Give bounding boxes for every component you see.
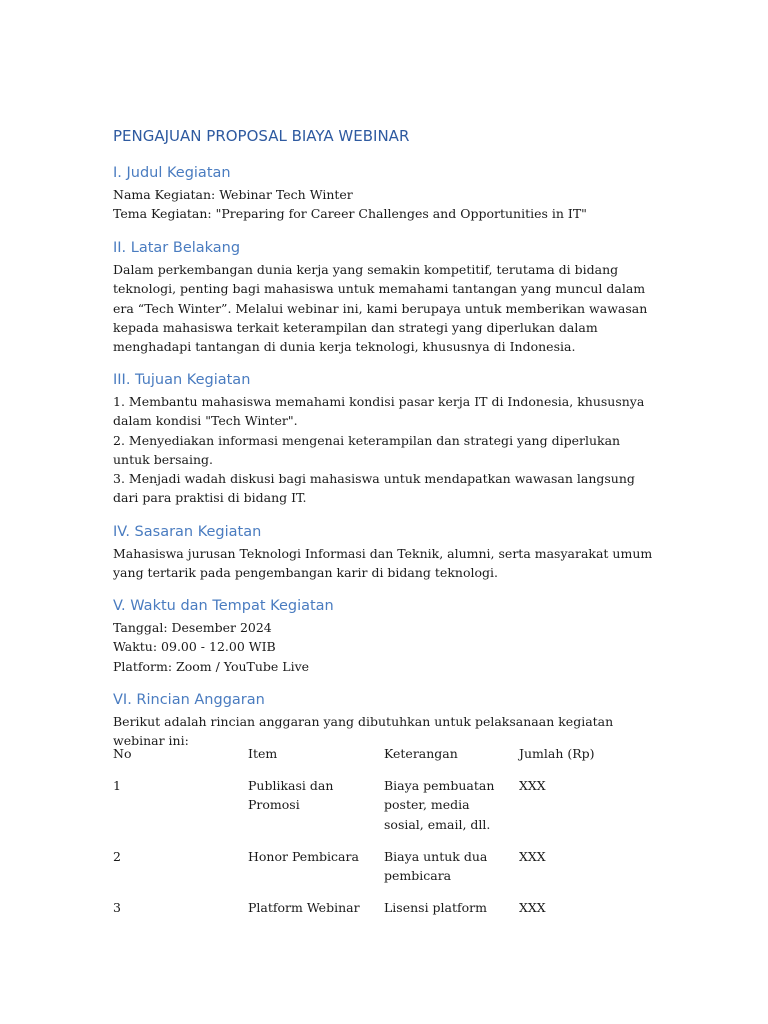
section-heading: IV. Sasaran Kegiatan [113, 524, 262, 540]
table-cell-no: 1 [113, 778, 121, 793]
table-cell-description: Lisensi platform [384, 900, 488, 915]
table-cell-item: Honor Pembicara [248, 849, 359, 864]
objective-item: 1. Membantu mahasiswa memahami kondisi pasar kerja IT di Indonesia, khususnya dalam kondisi "Tech Winter". [113, 394, 645, 429]
section-latar-belakang [113, 238, 658, 356]
section-waktu-tempat [113, 596, 658, 676]
table-cell-amount: XXX [519, 900, 546, 915]
table-cell-no: 2 [113, 849, 121, 864]
objective-item: 2. Menyediakan informasi mengenai keterampilan dan strategi yang diperlukan untuk bersaing. [113, 432, 621, 467]
section-sasaran-kegiatan [113, 522, 658, 583]
table-cell-amount: XXX [519, 849, 546, 864]
section-heading: II. Latar Belakang [113, 240, 241, 256]
table-cell-description: Biaya untuk dua pembicara [384, 849, 488, 884]
document-title: PENGAJUAN PROPOSAL BIAYA WEBINAR [113, 127, 410, 145]
table-cell-no: 3 [113, 900, 121, 915]
section-tujuan-kegiatan [113, 370, 658, 508]
target-paragraph: Mahasiswa jurusan Teknologi Informasi dan Teknik, alumni, serta masyarakat umum yang tertarik pada pengembangan karir di bidang teknologi. [113, 546, 653, 581]
table-cell-description: Biaya pembuatan poster, media sosial, email, dll. [384, 778, 495, 832]
column-header: Item [248, 746, 278, 761]
section-heading: V. Waktu dan Tempat Kegiatan [113, 598, 334, 614]
activity-theme-line: Tema Kegiatan: "Preparing for Career Challenges and Opportunities in IT" [113, 206, 587, 222]
column-header: No [113, 746, 132, 761]
background-paragraph: Dalam perkembangan dunia kerja yang semakin kompetitif, terutama di bidang teknologi, penting bagi mahasiswa untuk memahami tantangan yang muncul dalam era “Tech Winter”. Melalui webinar ini, kami berupaya untuk memberikan wawasan kepada mahasiswa terkait keterampilan dan strategi yang diperlukan dalam menghadapi tantangan di dunia kerja teknologi, khususnya di Indonesia. [113, 262, 648, 355]
section-heading: VI. Rincian Anggaran [113, 692, 265, 708]
platform-line: Platform: Zoom / YouTube Live [113, 658, 310, 674]
budget-intro: Berikut adalah rincian anggaran yang dibutuhkan untuk pelaksanaan kegiatan webinar ini: [113, 714, 614, 749]
activity-name-line: Nama Kegiatan: Webinar Tech Winter [113, 187, 353, 202]
section-rincian-anggaran [113, 690, 658, 751]
section-judul-kegiatan [113, 163, 658, 224]
objective-item: 3. Menjadi wadah diskusi bagi mahasiswa untuk mendapatkan wawasan langsung dari para praktisi di bidang IT. [113, 471, 635, 506]
table-cell-amount: XXX [519, 778, 546, 793]
date-line: Tanggal: Desember 2024 [113, 620, 272, 635]
column-header: Jumlah (Rp) [519, 746, 595, 761]
time-line: Waktu: 09.00 - 12.00 WIB [113, 639, 276, 655]
section-heading: I. Judul Kegiatan [113, 165, 231, 181]
section-heading: III. Tujuan Kegiatan [113, 372, 251, 388]
table-cell-item: Publikasi dan Promosi [248, 778, 334, 813]
table-cell-item: Platform Webinar [248, 900, 360, 915]
column-header: Keterangan [384, 746, 458, 761]
